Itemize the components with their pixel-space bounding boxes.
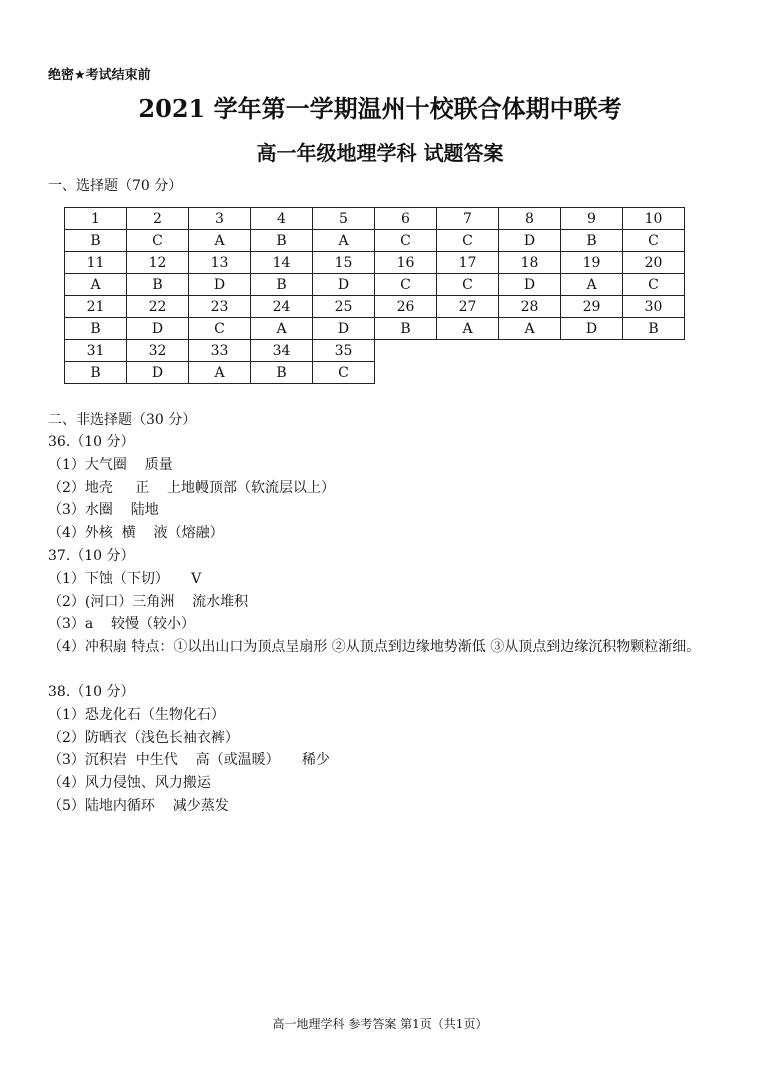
- question-number-cell: 23: [189, 296, 251, 318]
- question-number-cell: 35: [313, 340, 375, 362]
- answer-cell: D: [189, 274, 251, 296]
- question-36: [48, 431, 718, 545]
- section-free-response-title: 二、非选择题（30 分）: [48, 412, 197, 428]
- answer-letter-row: [65, 362, 685, 384]
- answer-cell: C: [437, 230, 499, 252]
- question-38-answer-1: （1）恐龙化石（生物化石）: [48, 706, 225, 723]
- question-36-answer-4: （4）外核 横 液（熔融）: [48, 525, 224, 542]
- answer-cell: B: [561, 230, 623, 252]
- answer-cell: B: [623, 318, 685, 340]
- answer-cell: C: [375, 230, 437, 252]
- answer-cell: B: [251, 274, 313, 296]
- question-number-cell: 2: [127, 208, 189, 230]
- empty-cell: [499, 362, 561, 384]
- answer-cell: B: [251, 230, 313, 252]
- empty-cell: [437, 362, 499, 384]
- answer-cell: B: [65, 230, 127, 252]
- exam-subtitle: 高一年级地理学科 试题答案: [256, 141, 504, 165]
- question-number-cell: 1: [65, 208, 127, 230]
- question-37: [48, 545, 718, 659]
- question-38-answer-3: （3）沉积岩 中生代 高（或温暖） 稀少: [48, 752, 330, 769]
- question-number-cell: 19: [561, 252, 623, 274]
- question-number-cell: 22: [127, 296, 189, 318]
- question-36-title: 36.（10 分）: [48, 434, 135, 450]
- answer-cell: A: [251, 318, 313, 340]
- question-number-cell: 10: [623, 208, 685, 230]
- answer-cell: B: [65, 318, 127, 340]
- question-37-answer-3: （3）a 较慢（较小）: [48, 616, 196, 633]
- answer-cell: D: [499, 274, 561, 296]
- question-number-cell: 17: [437, 252, 499, 274]
- empty-cell: [623, 362, 685, 384]
- question-37-answer-2: （2）(河口）三角洲 流水堆积: [48, 593, 249, 610]
- question-number-cell: 16: [375, 252, 437, 274]
- question-37-title: 37.（10 分）: [48, 548, 135, 564]
- answer-letter-row: [65, 274, 685, 296]
- answer-cell: B: [375, 318, 437, 340]
- question-number-cell: 15: [313, 252, 375, 274]
- question-number-row: [65, 340, 685, 362]
- question-number-cell: 9: [561, 208, 623, 230]
- question-number-cell: 32: [127, 340, 189, 362]
- question-37-answer-4: （4）冲积扇 特点：①以出山口为顶点呈扇形 ②从顶点到边缘地势渐低 ③从顶点到边缘沉积物颗粒渐细。: [48, 639, 701, 656]
- answer-letter-row: [65, 230, 685, 252]
- answer-cell: A: [65, 274, 127, 296]
- answer-cell: C: [623, 230, 685, 252]
- answer-cell: D: [313, 318, 375, 340]
- question-36-answer-2: （2）地壳 正 上地幔顶部（软流层以上）: [48, 479, 335, 496]
- question-38-title: 38.（10 分）: [48, 684, 135, 700]
- question-38-answer-2: （2）防晒衣（浅色长袖衣裤）: [48, 729, 239, 746]
- question-36-answer-3: （3）水圈 陆地: [48, 502, 159, 519]
- question-number-cell: 11: [65, 252, 127, 274]
- page-footer: 高一地理学科 参考答案 第1页（共1页）: [272, 1017, 488, 1031]
- question-number-cell: 21: [65, 296, 127, 318]
- answer-cell: C: [189, 318, 251, 340]
- answer-cell: A: [189, 362, 251, 384]
- answer-cell: B: [251, 362, 313, 384]
- answer-cell: B: [127, 274, 189, 296]
- answer-cell: C: [623, 274, 685, 296]
- empty-cell: [561, 362, 623, 384]
- exam-title: 2021 学年第一学期温州十校联合体期中联考: [138, 94, 622, 123]
- question-number-cell: 24: [251, 296, 313, 318]
- choice-answer-table: [64, 207, 685, 384]
- question-number-cell: 13: [189, 252, 251, 274]
- question-number-cell: 34: [251, 340, 313, 362]
- empty-cell: [437, 340, 499, 362]
- question-number-cell: 4: [251, 208, 313, 230]
- question-38: [48, 681, 718, 818]
- question-36-answer-1: （1）大气圈 质量: [48, 456, 173, 473]
- question-number-cell: 14: [251, 252, 313, 274]
- question-number-cell: 28: [499, 296, 561, 318]
- question-number-cell: 7: [437, 208, 499, 230]
- empty-cell: [623, 340, 685, 362]
- empty-cell: [375, 340, 437, 362]
- answer-cell: A: [561, 274, 623, 296]
- answer-cell: D: [561, 318, 623, 340]
- question-37-answer-1: （1）下蚀（下切） V: [48, 570, 202, 587]
- section-multiple-choice-title: 一、选择题（70 分）: [48, 178, 183, 194]
- answer-cell: D: [313, 274, 375, 296]
- question-number-cell: 31: [65, 340, 127, 362]
- answer-cell: A: [313, 230, 375, 252]
- answer-cell: D: [127, 318, 189, 340]
- question-number-cell: 5: [313, 208, 375, 230]
- question-number-cell: 27: [437, 296, 499, 318]
- answer-cell: C: [375, 274, 437, 296]
- question-number-cell: 29: [561, 296, 623, 318]
- question-number-cell: 3: [189, 208, 251, 230]
- empty-cell: [499, 340, 561, 362]
- answer-cell: C: [437, 274, 499, 296]
- answer-cell: D: [499, 230, 561, 252]
- question-38-answer-4: （4）风力侵蚀、风力搬运: [48, 775, 211, 792]
- empty-cell: [375, 362, 437, 384]
- question-number-row: [65, 208, 685, 230]
- empty-cell: [561, 340, 623, 362]
- question-number-cell: 8: [499, 208, 561, 230]
- question-number-cell: 30: [623, 296, 685, 318]
- answer-cell: A: [499, 318, 561, 340]
- answer-cell: D: [127, 362, 189, 384]
- answer-cell: A: [437, 318, 499, 340]
- answer-cell: C: [127, 230, 189, 252]
- answer-cell: B: [65, 362, 127, 384]
- question-number-cell: 20: [623, 252, 685, 274]
- answer-cell: A: [189, 230, 251, 252]
- question-number-cell: 33: [189, 340, 251, 362]
- question-38-answer-5: （5）陆地内循环 减少蒸发: [48, 797, 229, 814]
- question-number-cell: 12: [127, 252, 189, 274]
- question-number-row: [65, 252, 685, 274]
- question-number-cell: 6: [375, 208, 437, 230]
- question-number-cell: 25: [313, 296, 375, 318]
- secret-label: 绝密★考试结束前: [48, 68, 151, 83]
- question-number-cell: 18: [499, 252, 561, 274]
- question-number-row: [65, 296, 685, 318]
- question-number-cell: 26: [375, 296, 437, 318]
- answer-letter-row: [65, 318, 685, 340]
- answer-cell: C: [313, 362, 375, 384]
